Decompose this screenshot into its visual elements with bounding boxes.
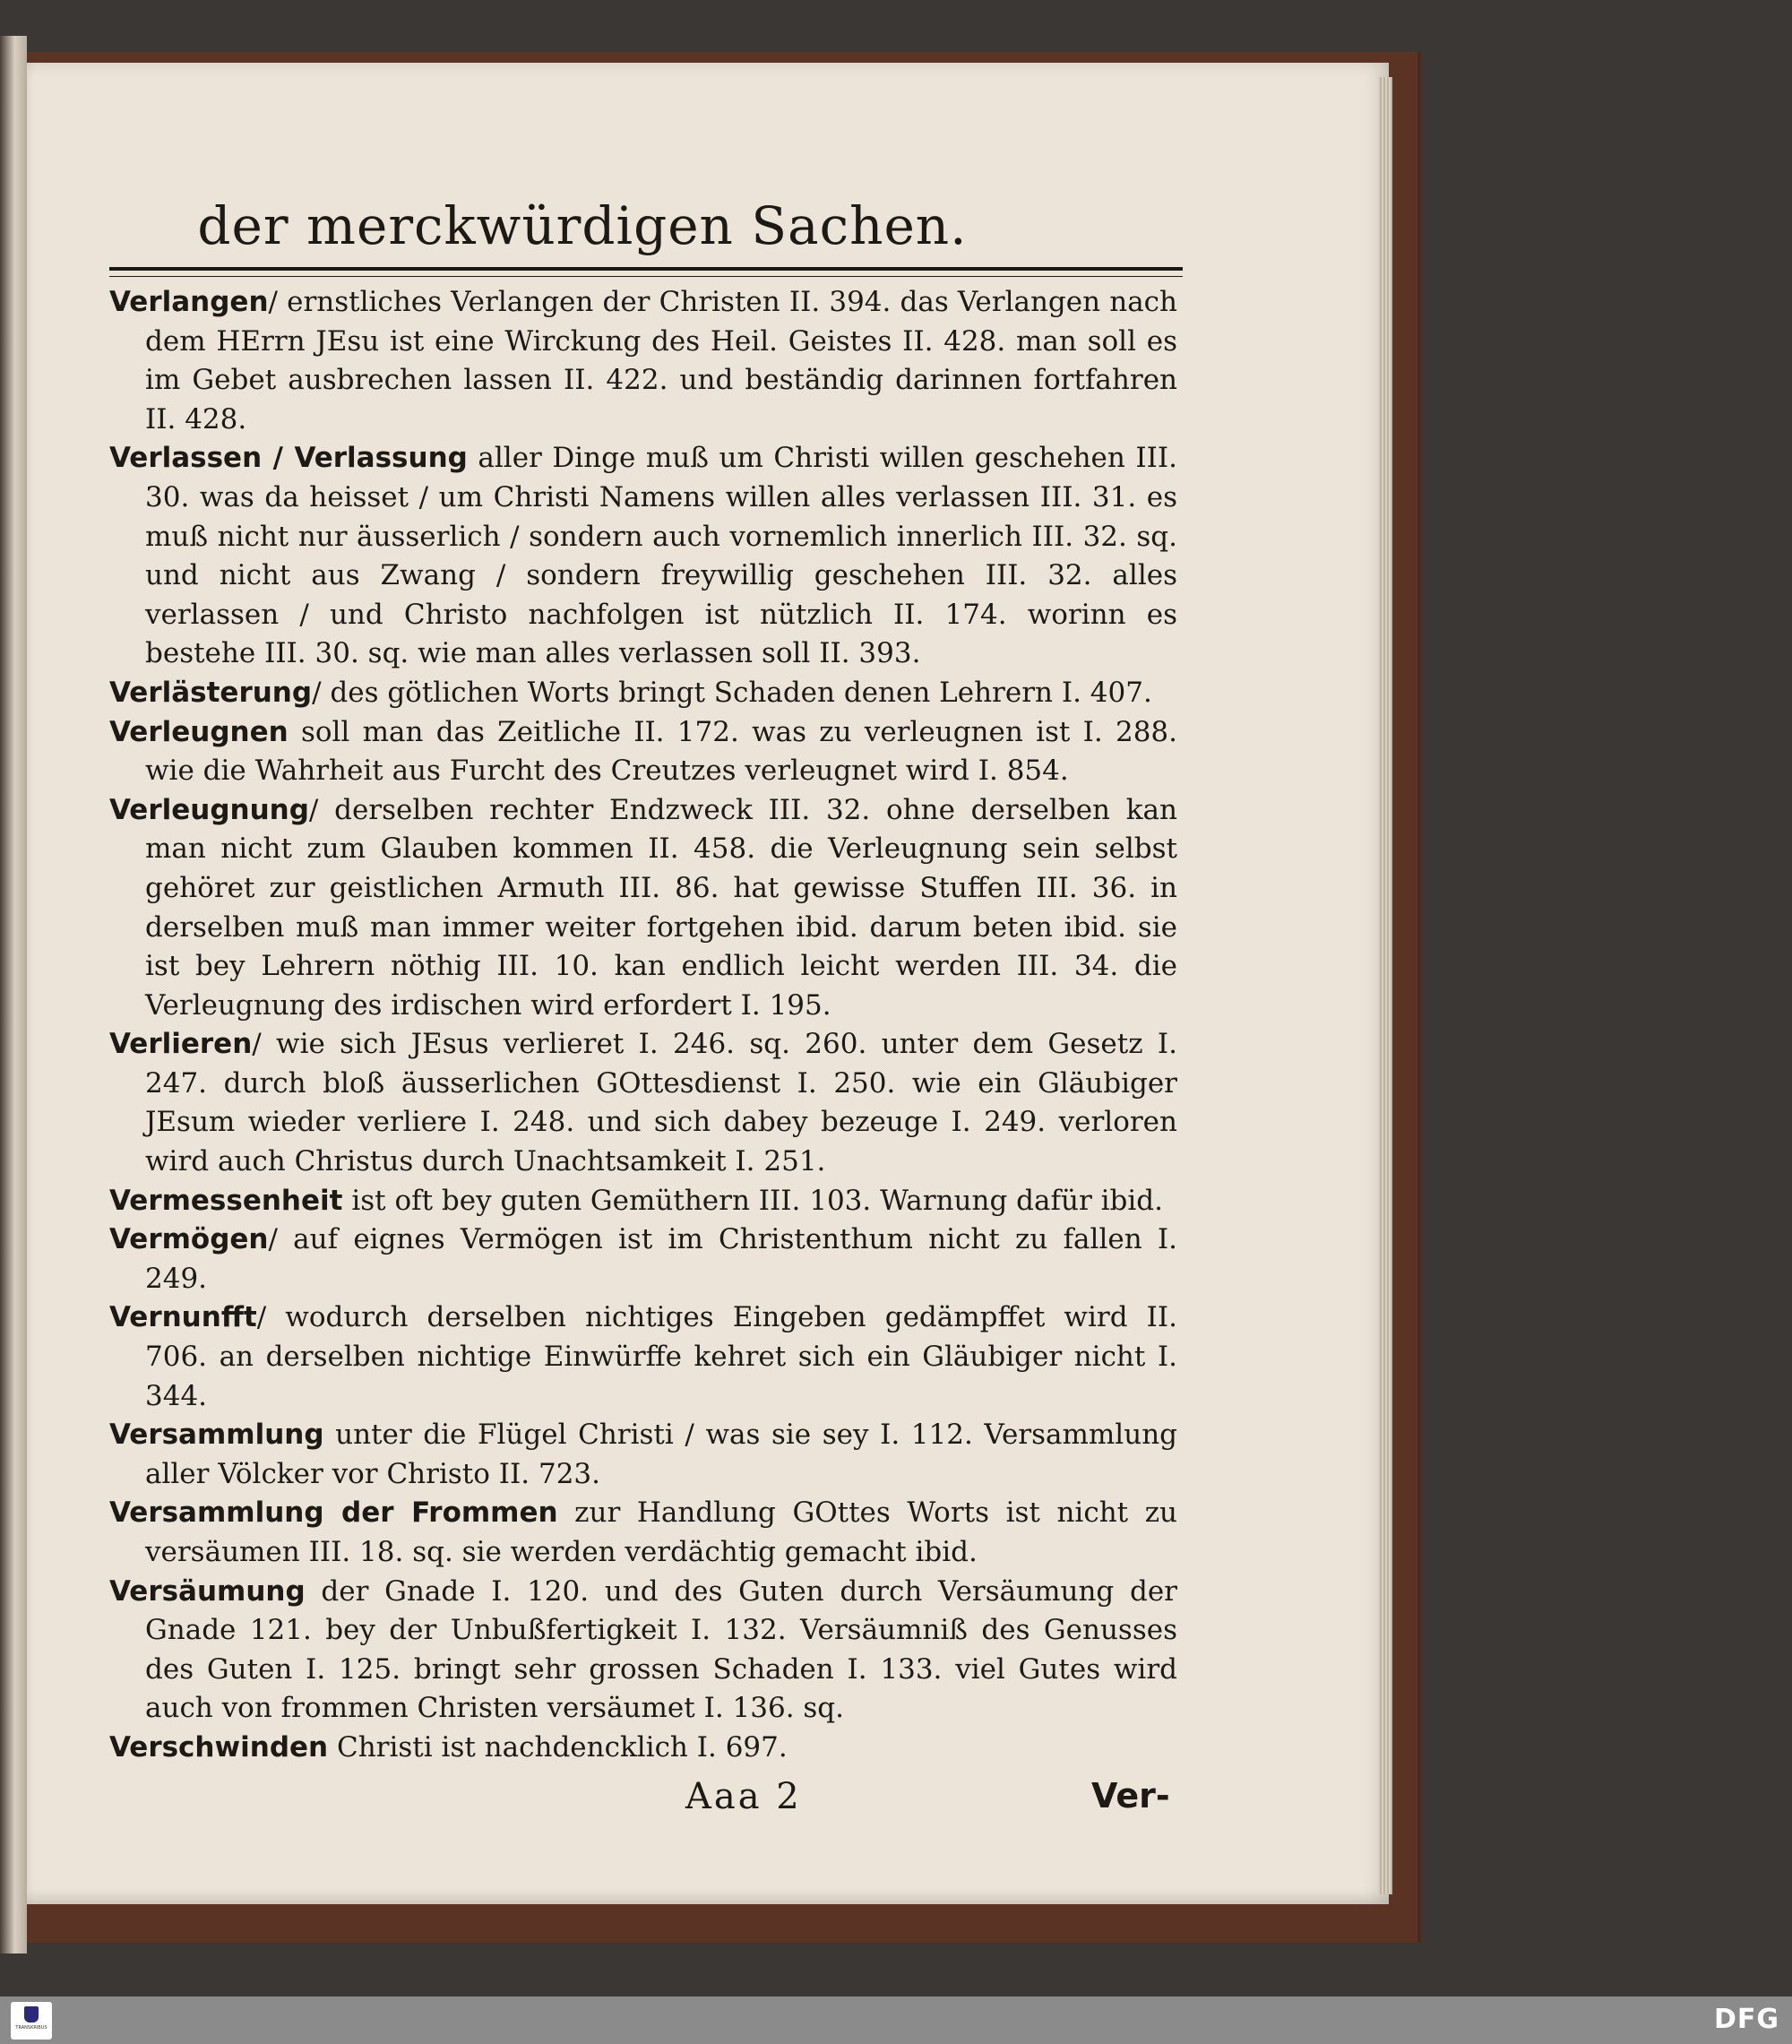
institution-logo-text: TRANSKRIBUS <box>15 2025 47 2031</box>
index-entry <box>109 674 1177 713</box>
entry-keyword: Verlieren <box>109 1028 253 1061</box>
entry-keyword: Verlangen <box>109 286 269 318</box>
dfg-logo[interactable]: DFG <box>1713 2004 1779 2035</box>
entry-keyword: Versammlung <box>109 1419 324 1452</box>
index-entry <box>109 713 1177 791</box>
entry-text: aller Dinge muß um Christi willen geschehen III. 30. was da heisset / um Christi Namens willen alles verlassen III. 31. es muß nicht nur äusserlich / sondern auch vornemlich innerlich III. 32. sq. und nicht aus Zwang / sondern freywillig geschehen III. 32. alles verlassen / und Christo nachfolgen ist nützlich II. 174. worinn es bestehe III. 30. sq. wie man alles verlassen soll II. 393. <box>145 442 1177 670</box>
entry-text: / wie sich JEsus verlieret I. 246. sq. 260. unter dem Gesetz I. 247. durch bloß äusserlichen GOttesdienst I. 250. wie ein Gläubiger JEsum wieder verliere I. 248. und sich dabey bezeuge I. 249. verloren wird auch Christus durch Unachtsamkeit I. 251. <box>145 1028 1177 1178</box>
entry-keyword: Verleugnen <box>109 715 289 748</box>
entry-text: unter die Flügel Christi / was sie sey I. 112. Versammlung aller Völcker vor Christo II. 723. <box>145 1419 1177 1490</box>
entry-keyword: Vermessenheit <box>109 1184 343 1217</box>
catchword: Ver- <box>1091 1776 1170 1815</box>
book-page <box>27 63 1389 1904</box>
head-rule <box>109 267 1183 271</box>
index-entry <box>109 1494 1177 1572</box>
entry-text: der Gnade I. 120. und des Guten durch Versäumung der Gnade 121. bey der Unbußfertigkeit I. 132. Versäumniß des Genusses des Guten I. 125. bringt sehr grossen Schaden I. 133. viel Gutes wird auch von frommen Christen versäumet I. 136. sq. <box>145 1574 1177 1725</box>
index-entry <box>109 1220 1177 1298</box>
entry-text: / derselben rechter Endzweck III. 32. ohne derselben kan man nicht zum Glauben kommen II. 458. die Verleugnung sein selbst gehöret zur geistlichen Armuth III. 86. hat gewisse Stuffen III. 36. in derselben muß man immer weiter fortgehen ibid. darum beten ibid. sie ist bey Lehrern nöthig III. 10. kan endlich leicht werden III. 34. die Verleugnung des irdischen wird erfordert I. 195. <box>145 793 1177 1022</box>
entry-text: / ernstliches Verlangen der Christen II. 394. das Verlangen nach dem HErrn JEsu ist eine Wirckung des Heil. Geistes II. 428. man soll es im Gebet ausbrechen lassen II. 422. und beständig darinnen fortfahren II. 428. <box>145 286 1177 436</box>
running-head: der merckwürdigen Sachen. <box>197 195 968 256</box>
entry-keyword: Versäumung <box>109 1574 306 1608</box>
index-entry <box>109 1025 1177 1181</box>
viewer-footer-bar <box>0 1997 1792 2044</box>
entry-keyword: Verlassen / Verlassung <box>109 442 468 475</box>
entry-text: soll man das Zeitliche II. 172. was zu verleugnen ist I. 288. wie die Wahrheit aus Furcht des Creutzes verleugnet wird I. 854. <box>145 715 1177 788</box>
index-entries <box>109 283 1177 1768</box>
page-block-edges <box>1378 77 1392 1894</box>
entry-keyword: Vermögen <box>109 1223 269 1256</box>
entry-keyword: Verlästerung <box>109 676 313 709</box>
institution-logo[interactable] <box>11 2002 52 2040</box>
entry-text: / auf eignes Vermögen ist im Christenthum nicht zu fallen I. 249. <box>145 1223 1177 1295</box>
previous-page-edge <box>0 36 27 1953</box>
head-rule-thin <box>109 276 1183 277</box>
entry-text: zur Handlung GOttes Worts ist nicht zu versäumen III. 18. sq. sie werden verdächtig gemacht ibid. <box>145 1496 1178 1568</box>
entry-text: / des götlichen Worts bringt Schaden denen Lehrern I. 407. <box>312 676 1152 709</box>
entry-keyword: Verschwinden <box>109 1730 329 1764</box>
index-entry <box>109 283 1177 439</box>
index-entry <box>109 439 1177 674</box>
index-entry <box>109 1298 1177 1416</box>
entry-text: ist oft bey guten Gemüthern III. 103. Warnung dafür ibid. <box>342 1184 1163 1217</box>
seal-icon <box>24 2006 39 2022</box>
entry-keyword: Versammlung der Frommen <box>109 1496 558 1530</box>
entry-text: Christi ist nachdencklich I. 697. <box>328 1730 788 1764</box>
entry-keyword: Verleugnung <box>109 793 309 826</box>
entry-text: / wodurch derselben nichtiges Eingeben gedämpffet wird II. 706. an derselben nichtige Einwürffe kehret sich ein Gläubiger nicht I. 344. <box>145 1301 1177 1412</box>
index-entry <box>109 1573 1177 1729</box>
index-entry <box>109 1182 1177 1221</box>
entry-keyword: Vernunfft <box>109 1301 257 1334</box>
index-entry <box>109 791 1177 1026</box>
index-entry <box>109 1729 1177 1768</box>
signature-mark: Aaa 2 <box>685 1776 802 1817</box>
index-entry <box>109 1416 1177 1494</box>
